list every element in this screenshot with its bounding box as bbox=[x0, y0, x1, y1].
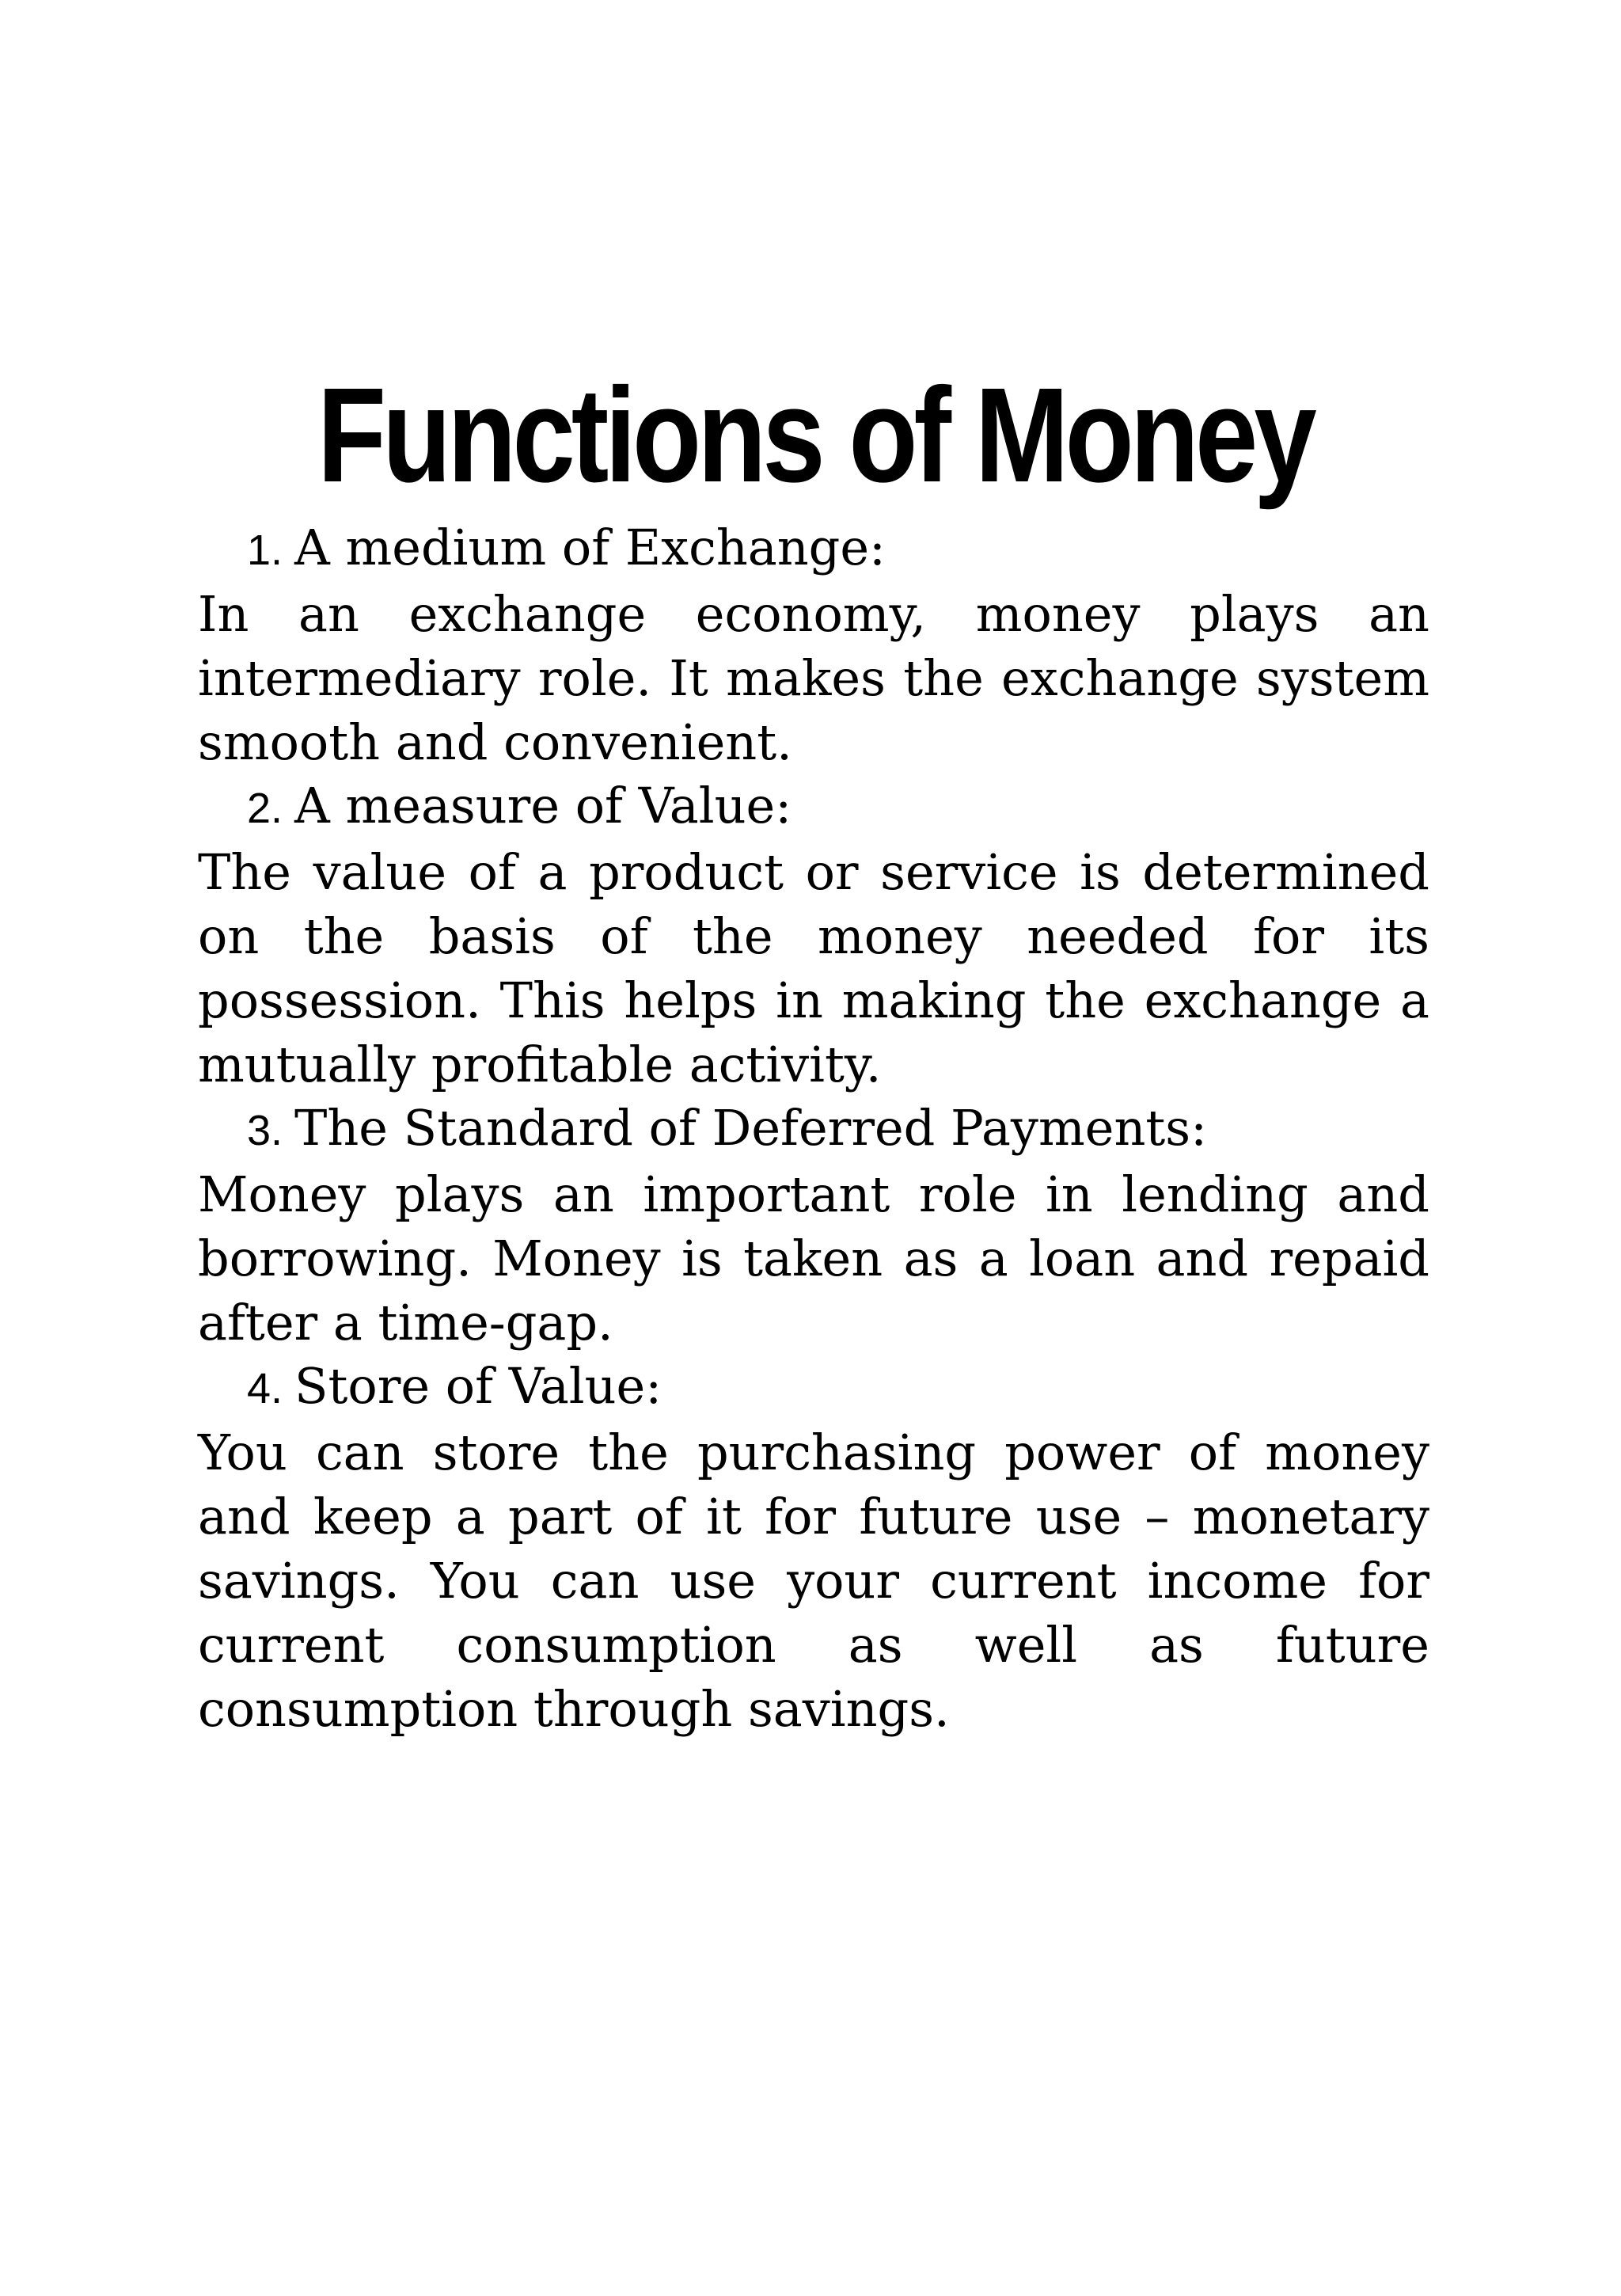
section-heading-text: The Standard of Deferred Payments: bbox=[294, 1099, 1207, 1157]
section-number: 3. bbox=[247, 1107, 283, 1154]
section-body-2: The value of a product or service is determined on the basis of the money needed for its possession. This helps in making the exchange a mutually profitable activity. bbox=[198, 843, 1429, 1093]
section-number: 4. bbox=[247, 1365, 283, 1412]
section-body-1: In an exchange economy, money plays an intermediary role. It makes the exchange system smooth and convenient. bbox=[198, 585, 1429, 771]
section-heading-text: A measure of Value: bbox=[294, 777, 792, 834]
section-heading-2 bbox=[247, 774, 1429, 840]
section-body-4: You can store the purchasing power of money and keep a part of it for future use – monetary savings. You can use your current income for current consumption as well as future consumption through savings. bbox=[198, 1424, 1429, 1738]
section-heading-4 bbox=[247, 1355, 1429, 1420]
section-body-3: Money plays an important role in lending and borrowing. Money is taken as a loan and repaid after a time-gap. bbox=[198, 1165, 1429, 1351]
page-title: Functions of Money bbox=[317, 360, 1313, 511]
section-heading-text: A medium of Exchange: bbox=[294, 519, 886, 576]
section-heading-3 bbox=[247, 1097, 1429, 1162]
section-heading-text: Store of Value: bbox=[294, 1357, 662, 1415]
content bbox=[198, 516, 1429, 1741]
section-number: 1. bbox=[247, 526, 283, 574]
section-heading-1 bbox=[247, 516, 1429, 582]
section-number: 2. bbox=[247, 785, 283, 832]
